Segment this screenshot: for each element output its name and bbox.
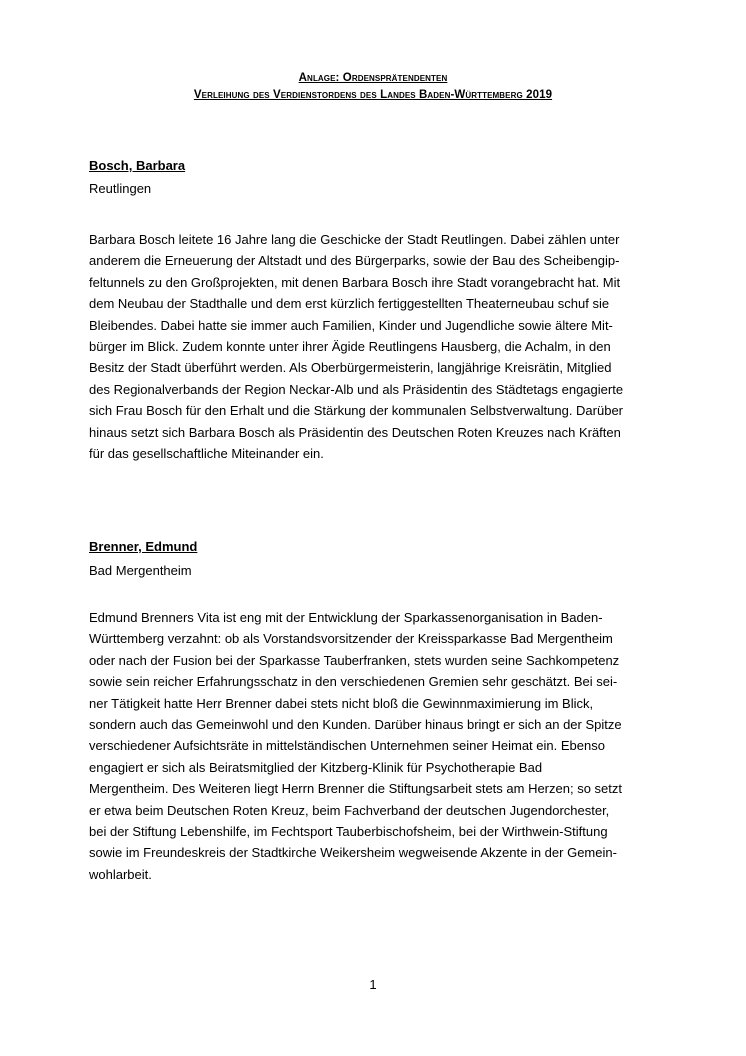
bio-line: er etwa beim Deutschen Roten Kreuz, beim Fachverband der deutschen Jugendorchester,	[89, 802, 610, 818]
bio-line: oder nach der Fusion bei der Sparkasse Tauberfranken, stets wurden seine Sachkompetenz	[89, 652, 620, 668]
document-header-title: Verleihung des Verdienstordens des Landes Baden-Württemberg 2019	[193, 89, 553, 101]
bio-line: Bleibendes. Dabei hatte sie immer auch Familien, Kinder und Jugendliche sowie ältere Mit-	[89, 317, 613, 333]
page-number: 1	[369, 977, 377, 992]
bio-line: engagiert er sich als Beiratsmitglied der Kitzberg-Klinik für Psychotherapie Bad	[89, 759, 543, 775]
entry-place-brenner: Bad Mergentheim	[89, 563, 192, 578]
bio-line: wohlarbeit.	[89, 866, 152, 882]
bio-line: Barbara Bosch leitete 16 Jahre lang die Geschicke der Stadt Reutlingen. Dabei zählen unter	[89, 232, 620, 247]
bio-line: Württemberg verzahnt: ob als Vorstandsvorsitzender der Kreissparkasse Bad Mergentheim	[89, 631, 613, 647]
bio-line: Mergentheim. Des Weiteren liegt Herrn Brenner die Stiftungsarbeit stets am Herzen; so setzt	[89, 781, 622, 797]
bio-line: feltunnels zu den Großprojekten, mit denen Barbara Bosch ihre Stadt vorangebracht hat. Mit	[89, 274, 621, 290]
entry-name-bosch: Bosch, Barbara	[89, 158, 186, 173]
bio-line: sowie sein reicher Erfahrungsschatz in den verschiedenen Gremien sehr geschätzt. Bei sei-	[89, 674, 618, 690]
bio-line: sondern auch das Gemeinwohl und den Kunden. Darüber hinaus bringt er sich an der Spitze	[89, 716, 622, 732]
bio-line: sowie im Freundeskreis der Stadtkirche Weikersheim wegweisende Akzente in der Gemein-	[89, 845, 617, 861]
bio-line: ner Tätigkeit hatte Herr Brenner dabei stets nicht bloß die Gewinnmaximierung im Blick,	[89, 695, 594, 711]
bio-line: bürger im Blick. Zudem konnte unter ihrer Ägide Reutlingens Hausberg, die Achalm, in den	[89, 338, 611, 354]
bio-line: des Regionalverbands der Region Neckar-Alb und als Präsidentin des Städtetags engagierte	[89, 381, 624, 397]
bio-line: hinaus setzt sich Barbara Bosch als Präsidentin des Deutschen Roten Kreuzes nach Kräften	[89, 424, 621, 440]
bio-line: für das gesellschaftliche Miteinander ein.	[89, 445, 324, 461]
bio-line: sich Frau Bosch für den Erhalt und die Stärkung der kommunalen Selbstverwaltung. Darüber	[89, 403, 624, 419]
entry-bio-brenner	[89, 607, 669, 885]
bio-line: dem Neubau der Stadthalle und dem erst kürzlich fertiggestellten Theaterneubau schuf sie	[89, 296, 610, 312]
document-header-annex: Anlage: Ordensprätendenten	[298, 72, 448, 84]
bio-line: Besitz der Stadt überführt werden. Als Oberbürgermeisterin, langjährige Kreisrätin, Mitglied	[89, 360, 612, 376]
entry-name-brenner: Brenner, Edmund	[89, 539, 198, 554]
bio-line: verschiedener Aufsichtsräte in mittelständischen Unternehmen seiner Heimat ein. Ebenso	[89, 738, 605, 754]
entry-place-bosch: Reutlingen	[89, 181, 152, 196]
bio-line: bei der Stiftung Lebenshilfe, im Fechtsport Tauberbischofsheim, bei der Wirthwein-Stiftung	[89, 823, 608, 839]
bio-line: Edmund Brenners Vita ist eng mit der Entwicklung der Sparkassenorganisation in Baden-	[89, 610, 603, 625]
entry-bio-bosch	[89, 229, 669, 464]
bio-line: anderem die Erneuerung der Altstadt und des Bürgerparks, sowie der Bau des Scheibengip-	[89, 253, 620, 269]
